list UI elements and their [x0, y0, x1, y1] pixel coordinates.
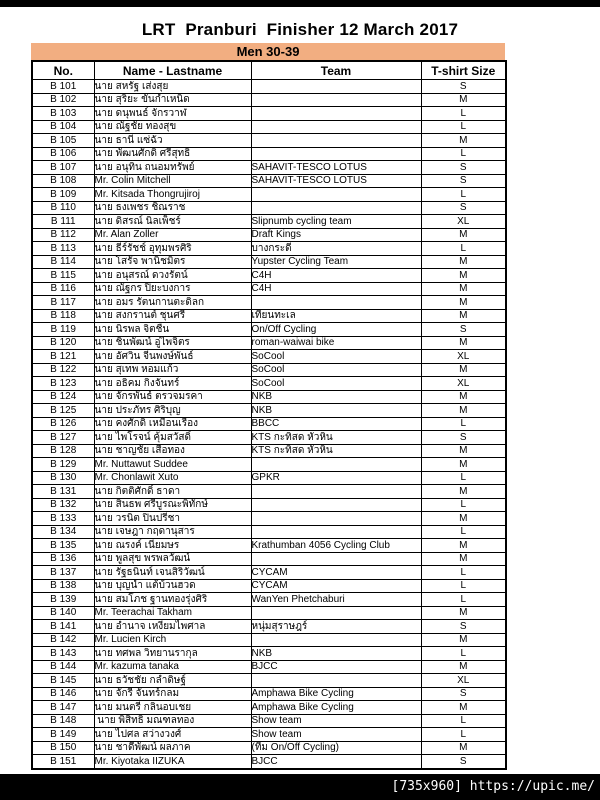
- name-cell: นาย อัศวิน จีนพงษ์พันธ์: [94, 350, 251, 364]
- table-row: [32, 323, 506, 337]
- team-cell: Slipnumb cycling team: [251, 215, 421, 229]
- table-row: [32, 660, 506, 674]
- header-no: No.: [32, 61, 94, 80]
- team-cell: C4H: [251, 269, 421, 283]
- name-cell: นาย สุเทพ หอมแก้ว: [94, 363, 251, 377]
- name-cell: นาย คงศักดิ์ เหมือนเรือง: [94, 417, 251, 431]
- name-cell: นาย สมโภช ฐานทองรุ่งศิริ: [94, 593, 251, 607]
- table-row: [32, 309, 506, 323]
- team-cell: On/Off Cycling: [251, 323, 421, 337]
- no-cell: B 106: [32, 147, 94, 161]
- no-cell: B 107: [32, 161, 94, 175]
- size-cell: M: [421, 458, 506, 472]
- name-cell: นาย ธานี แซ่ฉั่ว: [94, 134, 251, 148]
- top-letterbox: [0, 0, 600, 7]
- team-cell: [251, 188, 421, 202]
- no-cell: B 136: [32, 552, 94, 566]
- size-cell: M: [421, 512, 506, 526]
- no-cell: B 122: [32, 363, 94, 377]
- size-cell: M: [421, 255, 506, 269]
- no-cell: B 140: [32, 606, 94, 620]
- no-cell: B 117: [32, 296, 94, 310]
- name-cell: นาย อนุสรณ์ ดวงรัตน์: [94, 269, 251, 283]
- table-row: [32, 566, 506, 580]
- size-cell: M: [421, 282, 506, 296]
- size-cell: M: [421, 444, 506, 458]
- team-cell: NKB: [251, 647, 421, 661]
- table-body: [32, 80, 506, 769]
- team-cell: [251, 633, 421, 647]
- size-cell: M: [421, 485, 506, 499]
- team-cell: CYCAM: [251, 566, 421, 580]
- no-cell: B 111: [32, 215, 94, 229]
- name-cell: นาย ดนุพนธ์ จักรวาฬ: [94, 107, 251, 121]
- no-cell: B 124: [32, 390, 94, 404]
- name-cell: นาย ณัฐชัย ทองสุข: [94, 120, 251, 134]
- team-cell: บางกระดี่: [251, 242, 421, 256]
- bottom-letterbox: [0, 774, 600, 800]
- header-team: Team: [251, 61, 421, 80]
- table-row: [32, 93, 506, 107]
- size-cell: XL: [421, 674, 506, 688]
- size-cell: M: [421, 633, 506, 647]
- no-cell: B 109: [32, 188, 94, 202]
- name-cell: นาย สหรัฐ เส่งสุย: [94, 80, 251, 94]
- name-cell: นาย พิสิทธิ์ มณฑลทอง: [94, 714, 251, 728]
- table-row: [32, 606, 506, 620]
- size-cell: L: [421, 471, 506, 485]
- name-cell: นาย เจษฎา กฤดานุสาร: [94, 525, 251, 539]
- table-row: [32, 444, 506, 458]
- no-cell: B 150: [32, 741, 94, 755]
- size-cell: S: [421, 620, 506, 634]
- team-cell: NKB: [251, 404, 421, 418]
- team-cell: BBCC: [251, 417, 421, 431]
- size-cell: S: [421, 161, 506, 175]
- no-cell: B 146: [32, 687, 94, 701]
- no-cell: B 147: [32, 701, 94, 715]
- table-row: [32, 525, 506, 539]
- table-row: [32, 80, 506, 94]
- table-row: [32, 255, 506, 269]
- table-row: [32, 134, 506, 148]
- team-cell: SAHAVIT-TESCO LOTUS: [251, 161, 421, 175]
- no-cell: B 112: [32, 228, 94, 242]
- team-cell: [251, 606, 421, 620]
- table-row: [32, 377, 506, 391]
- team-cell: Show team: [251, 728, 421, 742]
- name-cell: นาย วรนิต ปิ่นปรีชา: [94, 512, 251, 526]
- table-row: [32, 188, 506, 202]
- name-cell: นาย ธีร์รัชช์ อุทุมพรศิริ: [94, 242, 251, 256]
- no-cell: B 101: [32, 80, 94, 94]
- no-cell: B 120: [32, 336, 94, 350]
- name-cell: Mr. Kitsada Thongrujiroj: [94, 188, 251, 202]
- no-cell: B 129: [32, 458, 94, 472]
- name-cell: Mr. kazuma tanaka: [94, 660, 251, 674]
- name-cell: นาย สงกรานต์ ชุนศรี: [94, 309, 251, 323]
- team-cell: [251, 201, 421, 215]
- team-cell: Show team: [251, 714, 421, 728]
- table-row: [32, 350, 506, 364]
- name-cell: นาย อธิคม กิ่งจันทร์: [94, 377, 251, 391]
- table-row: [32, 620, 506, 634]
- table-row: [32, 390, 506, 404]
- team-cell: KTS กะทิสด หัวหิน: [251, 444, 421, 458]
- size-cell: L: [421, 647, 506, 661]
- name-cell: นาย จักรี จันทร์กลม: [94, 687, 251, 701]
- table-row: [32, 417, 506, 431]
- size-cell: M: [421, 606, 506, 620]
- size-cell: M: [421, 93, 506, 107]
- table-row: [32, 674, 506, 688]
- size-cell: S: [421, 80, 506, 94]
- table-row: [32, 687, 506, 701]
- size-cell: S: [421, 323, 506, 337]
- table-row: [32, 363, 506, 377]
- table-row: [32, 296, 506, 310]
- size-cell: L: [421, 714, 506, 728]
- team-cell: [251, 80, 421, 94]
- table-row: [32, 336, 506, 350]
- name-cell: นาย ธวัชชัย กล่ำดิษฐ์: [94, 674, 251, 688]
- team-cell: [251, 134, 421, 148]
- size-cell: L: [421, 593, 506, 607]
- name-cell: นาย ไปศล สว่างวงศ์: [94, 728, 251, 742]
- page-title: LRT Pranburi Finisher 12 March 2017: [141, 20, 459, 39]
- size-cell: M: [421, 539, 506, 553]
- team-cell: NKB: [251, 390, 421, 404]
- no-cell: B 151: [32, 755, 94, 769]
- name-cell: นาย สุริยะ ขันกำเหนิด: [94, 93, 251, 107]
- name-cell: นาย ณัฐกร ปิยะบงการ: [94, 282, 251, 296]
- table-row: [32, 647, 506, 661]
- team-cell: [251, 674, 421, 688]
- name-cell: นาย มนตรี กลิ่นอบเชย: [94, 701, 251, 715]
- name-cell: นาย อำนาจ เหงี่ยมไพศาล: [94, 620, 251, 634]
- size-cell: M: [421, 660, 506, 674]
- document-page: [0, 7, 600, 774]
- team-cell: [251, 485, 421, 499]
- name-cell: นาย บุญนำ แต้บ้วนฮวด: [94, 579, 251, 593]
- name-cell: นาย ชินพัฒน์ อู่ไพจิตร: [94, 336, 251, 350]
- name-cell: นาย ชาญชัย เสือทอง: [94, 444, 251, 458]
- name-cell: นาย สินธพ ศรีบูรณะพิทักษ์: [94, 498, 251, 512]
- table-row: [32, 242, 506, 256]
- team-cell: [251, 498, 421, 512]
- name-cell: Mr. Alan Zoller: [94, 228, 251, 242]
- size-cell: S: [421, 755, 506, 769]
- watermark-text: [735x960] https://upic.me/: [391, 779, 595, 794]
- table-row: [32, 633, 506, 647]
- header-size: T-shirt Size: [421, 61, 506, 80]
- team-cell: [251, 107, 421, 121]
- no-cell: B 105: [32, 134, 94, 148]
- no-cell: B 130: [32, 471, 94, 485]
- name-cell: Mr. Kiyotaka IIZUKA: [94, 755, 251, 769]
- name-cell: นาย ทศพล วิทยานรากุล: [94, 647, 251, 661]
- no-cell: B 113: [32, 242, 94, 256]
- team-cell: [251, 512, 421, 526]
- team-cell: (ทีม On/Off Cycling): [251, 741, 421, 755]
- name-cell: Mr. Teerachai Takham: [94, 606, 251, 620]
- size-cell: L: [421, 417, 506, 431]
- name-cell: นาย รัฐธนินท์ เจนสิริวัฒน์: [94, 566, 251, 580]
- table-row: [32, 215, 506, 229]
- table-row: [32, 728, 506, 742]
- size-cell: S: [421, 174, 506, 188]
- team-cell: roman-waiwai bike: [251, 336, 421, 350]
- table-row: [32, 512, 506, 526]
- no-cell: B 148: [32, 714, 94, 728]
- team-cell: [251, 147, 421, 161]
- no-cell: B 108: [32, 174, 94, 188]
- team-cell: GPKR: [251, 471, 421, 485]
- table-row: [32, 147, 506, 161]
- size-cell: S: [421, 687, 506, 701]
- size-cell: XL: [421, 350, 506, 364]
- no-cell: B 132: [32, 498, 94, 512]
- name-cell: Mr. Nuttawut Suddee: [94, 458, 251, 472]
- no-cell: B 127: [32, 431, 94, 445]
- no-cell: B 139: [32, 593, 94, 607]
- name-cell: Mr. Colin Mitchell: [94, 174, 251, 188]
- category-header: Men 30-39: [31, 43, 505, 60]
- header-name: Name - Lastname: [94, 61, 251, 80]
- no-cell: B 126: [32, 417, 94, 431]
- size-cell: L: [421, 498, 506, 512]
- team-cell: WanYen Phetchaburi: [251, 593, 421, 607]
- team-cell: C4H: [251, 282, 421, 296]
- team-cell: หนุ่มสุราษฎร์: [251, 620, 421, 634]
- no-cell: B 115: [32, 269, 94, 283]
- table-row: [32, 593, 506, 607]
- team-cell: CYCAM: [251, 579, 421, 593]
- size-cell: L: [421, 728, 506, 742]
- team-cell: [251, 93, 421, 107]
- size-cell: M: [421, 336, 506, 350]
- name-cell: นาย โสรัจ พานิชมิตร: [94, 255, 251, 269]
- no-cell: B 119: [32, 323, 94, 337]
- team-cell: Amphawa Bike Cycling: [251, 701, 421, 715]
- no-cell: B 102: [32, 93, 94, 107]
- name-cell: นาย ดิสรณ์ นิลเพ็ชร์: [94, 215, 251, 229]
- name-cell: นาย ประภัทร ศิริบุญ: [94, 404, 251, 418]
- team-cell: [251, 458, 421, 472]
- no-cell: B 110: [32, 201, 94, 215]
- name-cell: นาย พัฒนศักดิ์ ศรีสุทธิ์: [94, 147, 251, 161]
- no-cell: B 116: [32, 282, 94, 296]
- table-row: [32, 174, 506, 188]
- no-cell: B 121: [32, 350, 94, 364]
- no-cell: B 104: [32, 120, 94, 134]
- no-cell: B 144: [32, 660, 94, 674]
- size-cell: M: [421, 269, 506, 283]
- name-cell: นาย อมร รัตนกานตะดิลก: [94, 296, 251, 310]
- team-cell: SoCool: [251, 363, 421, 377]
- no-cell: B 128: [32, 444, 94, 458]
- no-cell: B 118: [32, 309, 94, 323]
- no-cell: B 145: [32, 674, 94, 688]
- size-cell: M: [421, 228, 506, 242]
- table-row: [32, 269, 506, 283]
- size-cell: M: [421, 404, 506, 418]
- size-cell: XL: [421, 377, 506, 391]
- size-cell: M: [421, 701, 506, 715]
- no-cell: B 138: [32, 579, 94, 593]
- name-cell: นาย กิตติศักดิ์ ธาดา: [94, 485, 251, 499]
- name-cell: นาย นิรพล จิตชื่น: [94, 323, 251, 337]
- table-row: [32, 485, 506, 499]
- table-row: [32, 579, 506, 593]
- no-cell: B 137: [32, 566, 94, 580]
- team-cell: เทียนทะเล: [251, 309, 421, 323]
- no-cell: B 135: [32, 539, 94, 553]
- team-cell: Yupster Cycling Team: [251, 255, 421, 269]
- team-cell: [251, 552, 421, 566]
- table-row: [32, 201, 506, 215]
- table-row: [32, 498, 506, 512]
- no-cell: B 141: [32, 620, 94, 634]
- team-cell: Krathumban 4056 Cycling Club: [251, 539, 421, 553]
- no-cell: B 149: [32, 728, 94, 742]
- name-cell: Mr. Chonlawit Xuto: [94, 471, 251, 485]
- table-row: [32, 552, 506, 566]
- size-cell: M: [421, 134, 506, 148]
- team-cell: SAHAVIT-TESCO LOTUS: [251, 174, 421, 188]
- no-cell: B 134: [32, 525, 94, 539]
- size-cell: M: [421, 363, 506, 377]
- no-cell: B 142: [32, 633, 94, 647]
- table-row: [32, 282, 506, 296]
- no-cell: B 133: [32, 512, 94, 526]
- table-row: [32, 701, 506, 715]
- size-cell: L: [421, 566, 506, 580]
- size-cell: M: [421, 309, 506, 323]
- table-row: [32, 714, 506, 728]
- no-cell: B 103: [32, 107, 94, 121]
- size-cell: L: [421, 579, 506, 593]
- team-cell: SoCool: [251, 377, 421, 391]
- finisher-table: [31, 60, 507, 770]
- size-cell: L: [421, 147, 506, 161]
- name-cell: นาย ธงเพชร ชิณราช: [94, 201, 251, 215]
- table-row: [32, 471, 506, 485]
- size-cell: S: [421, 431, 506, 445]
- team-cell: SoCool: [251, 350, 421, 364]
- name-cell: นาย พูลสุข พรพลวัฒน์: [94, 552, 251, 566]
- no-cell: B 123: [32, 377, 94, 391]
- size-cell: L: [421, 107, 506, 121]
- team-cell: [251, 296, 421, 310]
- team-cell: [251, 120, 421, 134]
- table-row: [32, 107, 506, 121]
- team-cell: Draft Kings: [251, 228, 421, 242]
- name-cell: นาย จักรพันธ์ ตรวจมรคา: [94, 390, 251, 404]
- team-cell: KTS กะทิสด หัวหิน: [251, 431, 421, 445]
- table-row: [32, 228, 506, 242]
- name-cell: นาย ชาดีพัฒน์ ผลภาค: [94, 741, 251, 755]
- name-cell: นาย อนุทิน ถนอมทรัพย์: [94, 161, 251, 175]
- table-row: [32, 741, 506, 755]
- header-row: [32, 61, 506, 80]
- table-row: [32, 120, 506, 134]
- size-cell: M: [421, 741, 506, 755]
- size-cell: M: [421, 296, 506, 310]
- no-cell: B 143: [32, 647, 94, 661]
- table-row: [32, 539, 506, 553]
- size-cell: M: [421, 390, 506, 404]
- table-row: [32, 161, 506, 175]
- table-row: [32, 431, 506, 445]
- size-cell: S: [421, 201, 506, 215]
- table-row: [32, 404, 506, 418]
- no-cell: B 131: [32, 485, 94, 499]
- name-cell: Mr. Lucien Kirch: [94, 633, 251, 647]
- team-cell: [251, 525, 421, 539]
- size-cell: M: [421, 552, 506, 566]
- team-cell: Amphawa Bike Cycling: [251, 687, 421, 701]
- size-cell: L: [421, 120, 506, 134]
- size-cell: L: [421, 188, 506, 202]
- no-cell: B 125: [32, 404, 94, 418]
- size-cell: L: [421, 525, 506, 539]
- no-cell: B 114: [32, 255, 94, 269]
- team-cell: BJCC: [251, 660, 421, 674]
- table-row: [32, 458, 506, 472]
- team-cell: BJCC: [251, 755, 421, 769]
- name-cell: นาย ไพโรจน์ คุ้มสวัสดิ์: [94, 431, 251, 445]
- table-row: [32, 755, 506, 769]
- name-cell: นาย ณรงค์ เนียมษร: [94, 539, 251, 553]
- size-cell: XL: [421, 215, 506, 229]
- size-cell: L: [421, 242, 506, 256]
